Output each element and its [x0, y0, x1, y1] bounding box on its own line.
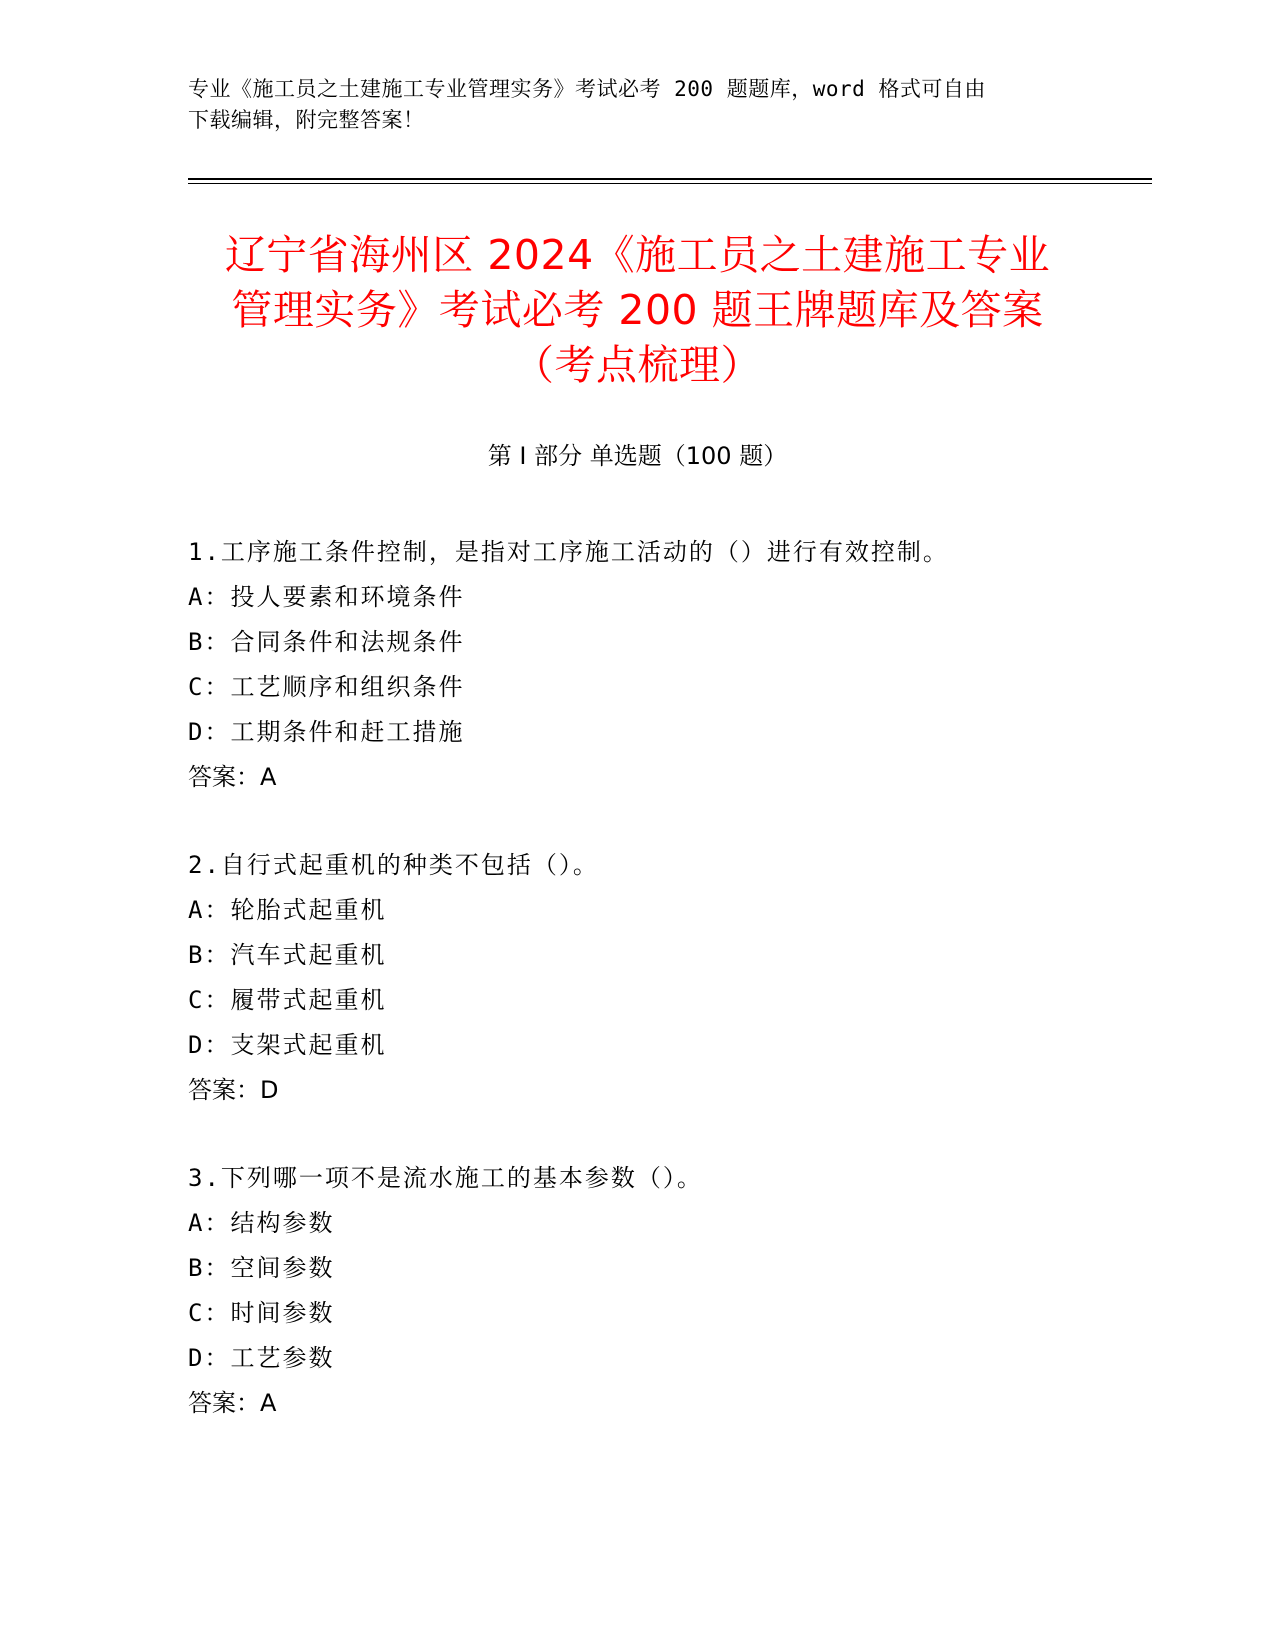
- question-3: [188, 1156, 1148, 1426]
- answer: 答案：D: [188, 1076, 279, 1104]
- option-b: B：汽车式起重机: [188, 941, 387, 969]
- section-heading: 第 I 部分 单选题（100 题）: [487, 442, 788, 470]
- question-stem: 1.工序施工条件控制，是指对工序施工活动的（）进行有效控制。: [188, 538, 949, 566]
- option-a: A：结构参数: [188, 1209, 335, 1237]
- option-b: B：合同条件和法规条件: [188, 628, 465, 656]
- header-note-line-1: 专业《施工员之土建施工专业管理实务》考试必考 200 题题库，word 格式可自由: [188, 77, 986, 101]
- title-line-3: （考点梳理）: [513, 341, 762, 389]
- question-stem: 3.下列哪一项不是流水施工的基本参数（）。: [188, 1164, 703, 1192]
- header-note: [188, 74, 1088, 136]
- question-list: [188, 530, 1148, 1469]
- title-line-1: 辽宁省海州区 2024《施工员之土建施工专业: [224, 231, 1051, 279]
- header-divider-thin: [188, 183, 1152, 184]
- option-c: C：时间参数: [188, 1299, 335, 1327]
- title-line-2: 管理实务》考试必考 200 题王牌题库及答案: [231, 286, 1044, 334]
- option-a: A：轮胎式起重机: [188, 896, 387, 924]
- option-d: D：工期条件和赶工措施: [188, 718, 465, 746]
- question-stem: 2.自行式起重机的种类不包括（）。: [188, 851, 599, 879]
- header-note-line-2: 下载编辑，附完整答案！: [188, 108, 425, 132]
- option-c: C：履带式起重机: [188, 986, 387, 1014]
- document-title: [150, 228, 1125, 393]
- answer: 答案：A: [188, 763, 277, 791]
- option-d: D：支架式起重机: [188, 1031, 387, 1059]
- option-c: C：工艺顺序和组织条件: [188, 673, 465, 701]
- question-2: [188, 843, 1148, 1113]
- header-divider-thick: [188, 178, 1152, 180]
- option-d: D：工艺参数: [188, 1344, 335, 1372]
- option-b: B：空间参数: [188, 1254, 335, 1282]
- option-a: A：投人要素和环境条件: [188, 583, 465, 611]
- question-1: [188, 530, 1148, 800]
- answer: 答案：A: [188, 1389, 277, 1417]
